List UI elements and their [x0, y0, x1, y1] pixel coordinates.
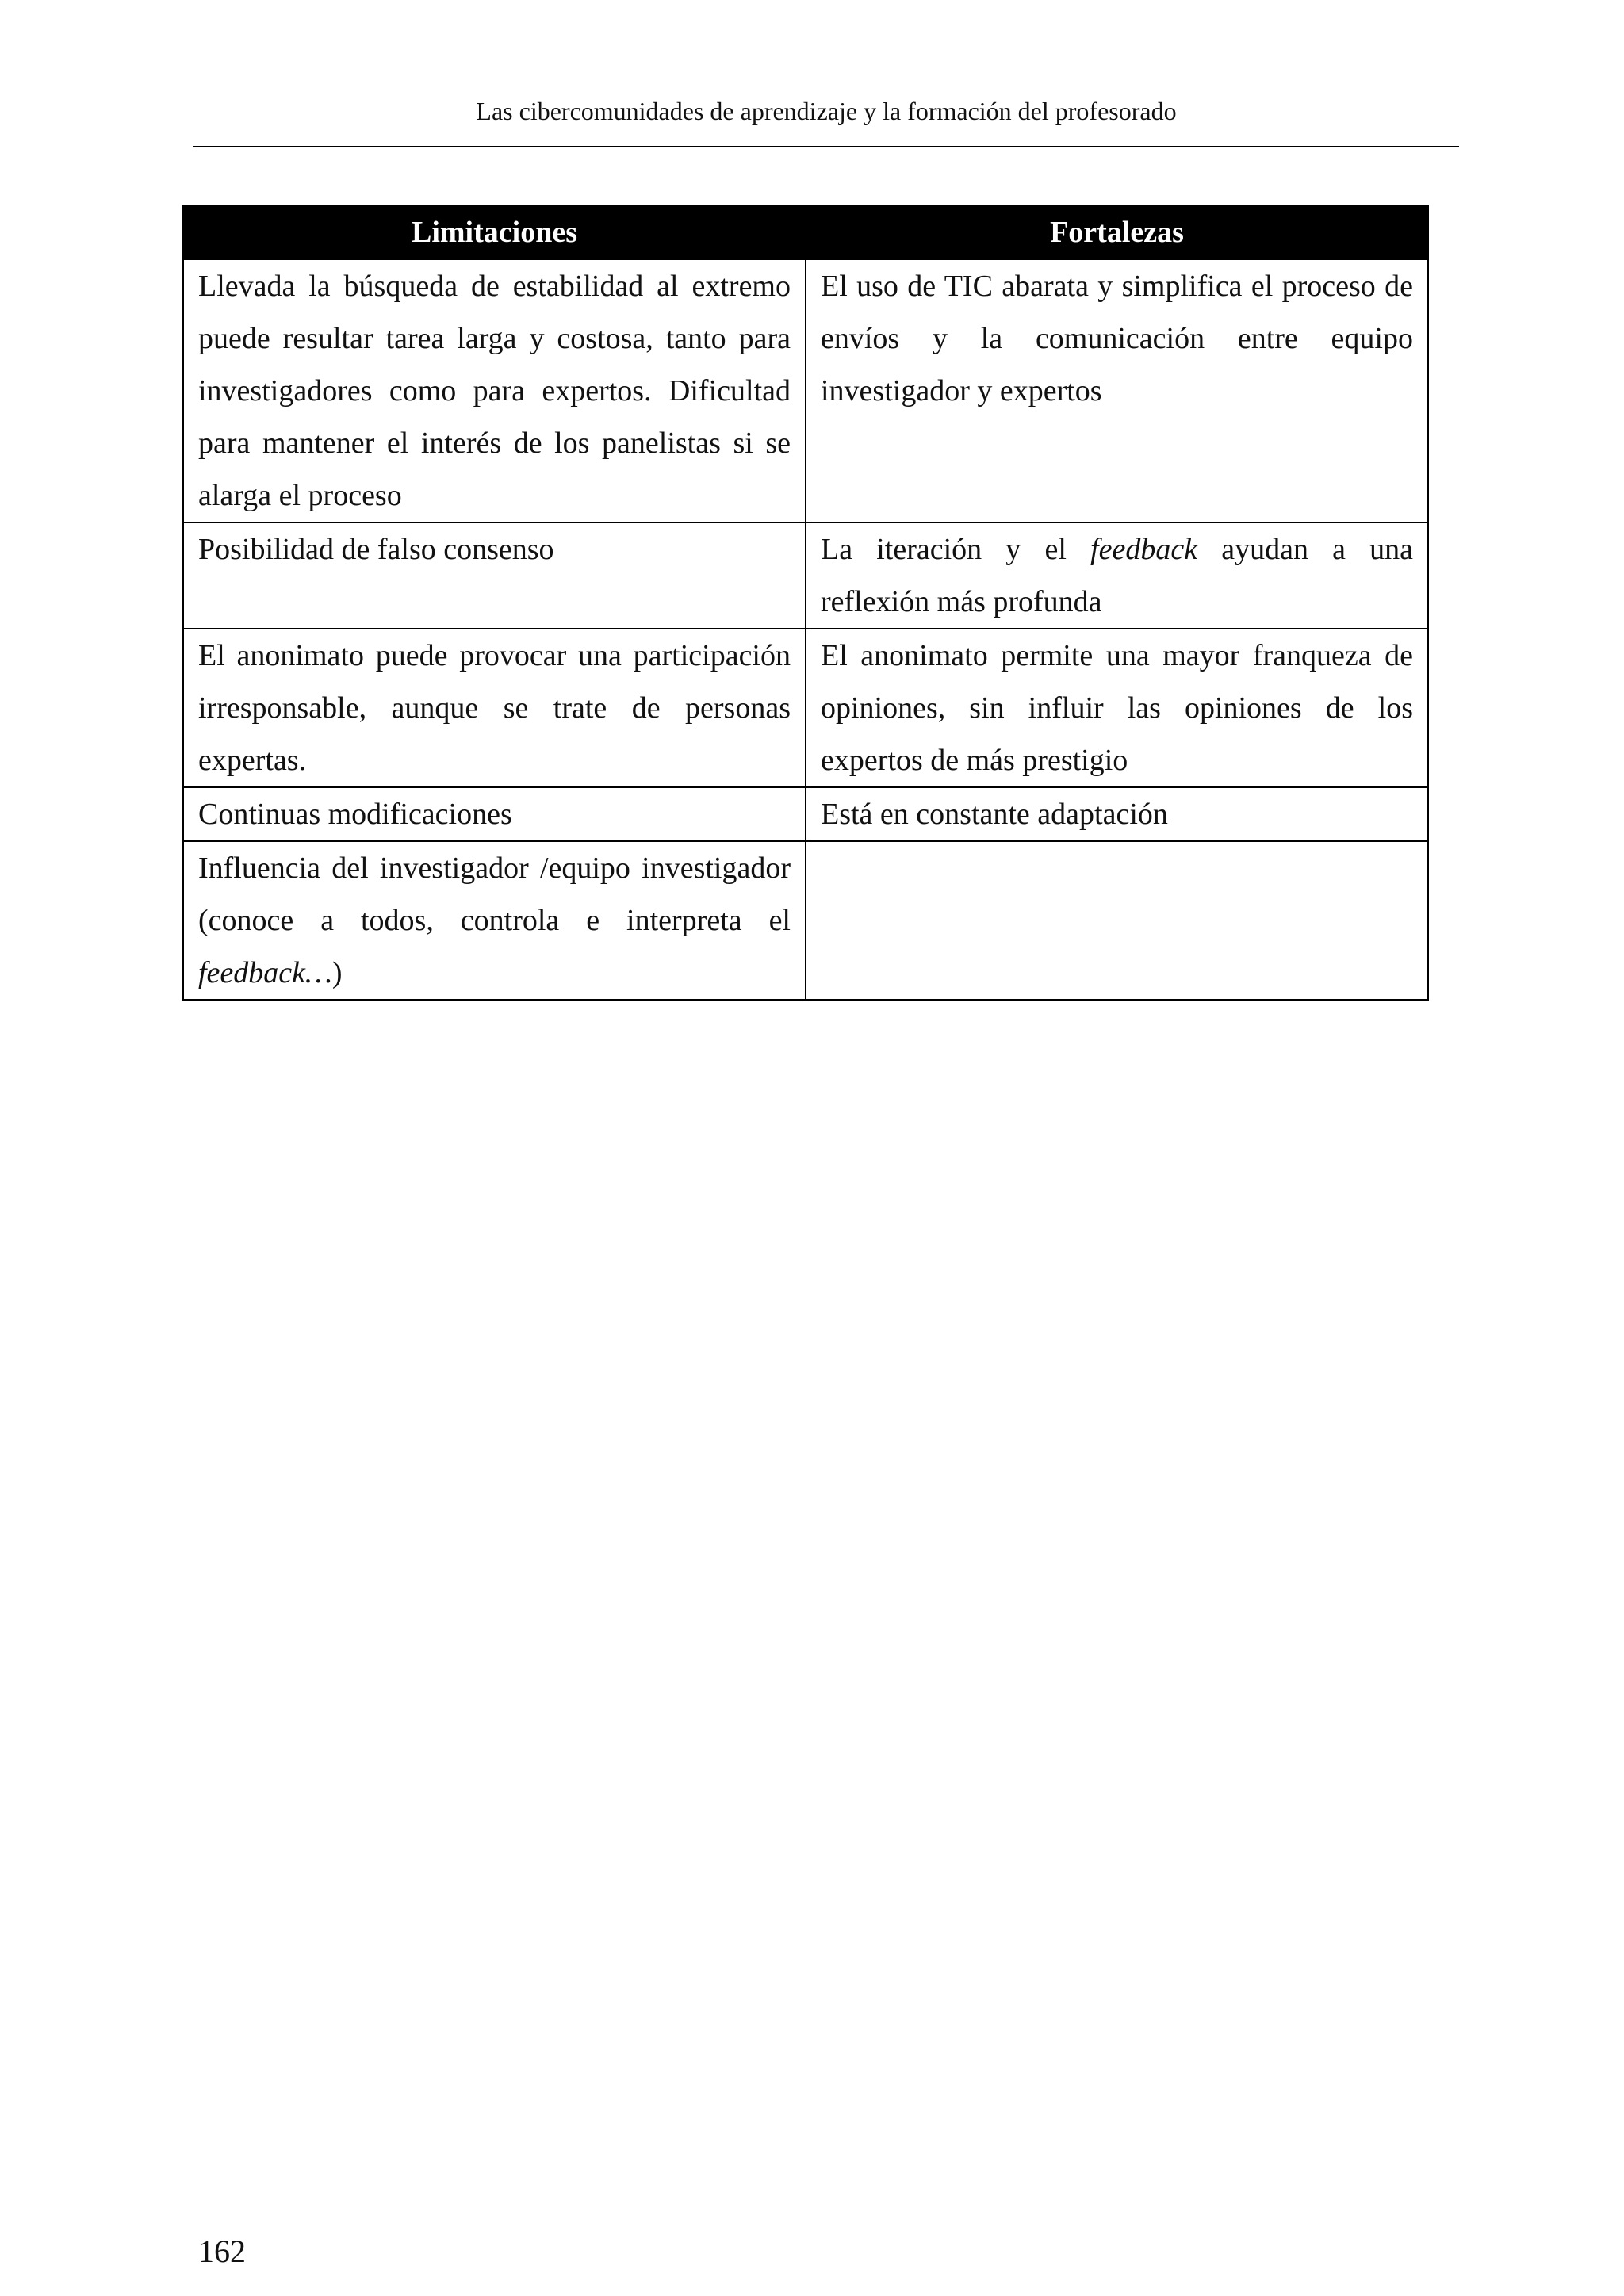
- table-row: [183, 629, 1428, 787]
- table-row: [183, 522, 1428, 629]
- header-rule: [193, 146, 1459, 147]
- limitacion-text: Posibilidad de falso consenso: [198, 533, 554, 566]
- table-header-row: [183, 205, 1428, 259]
- limitacion-text: Llevada la búsqueda de estabilidad al extremo puede resultar tarea larga y costosa, tanto para investigadores como para expertos. Dificultad para mantener el interés de los panelistas si se alarga el proceso: [198, 270, 791, 512]
- limitacion-cell: [183, 522, 806, 629]
- fortaleza-cell: [806, 787, 1428, 841]
- fortaleza-cell: [806, 629, 1428, 787]
- limitacion-text-post: ): [331, 956, 343, 989]
- limitacion-text-pre: Influencia del investigador /equipo investigador (conoce a todos, controla e interpreta el: [198, 851, 791, 937]
- limitacion-text-italic: feedback…: [198, 956, 332, 989]
- running-header: Las cibercomunidades de aprendizaje y la formación del profesorado: [476, 97, 1177, 125]
- fortaleza-text-pre: La iteración y el: [821, 533, 1067, 566]
- limitacion-text: [198, 842, 791, 999]
- table-row: [183, 259, 1428, 522]
- table-row: [183, 787, 1428, 841]
- limitations-strengths-table: [182, 205, 1429, 1001]
- limitacion-cell: [183, 841, 806, 1000]
- limitacion-cell: [183, 629, 806, 787]
- fortaleza-text-italic: feedback: [1090, 533, 1198, 566]
- limitacion-cell: [183, 787, 806, 841]
- fortaleza-text: El anonimato permite una mayor franqueza de opiniones, sin influir las opiniones de los expertos de más prestigio: [821, 639, 1413, 777]
- limitacion-cell: [183, 259, 806, 522]
- table-row: [183, 841, 1428, 1000]
- page-number: 162: [198, 2233, 246, 2269]
- column-header-limitaciones: Limitaciones: [183, 205, 806, 259]
- limitacion-text: Continuas modificaciones: [198, 798, 512, 831]
- fortaleza-text: Está en constante adaptación: [821, 798, 1168, 831]
- limitacion-text: El anonimato puede provocar una participación irresponsable, aunque se trate de personas expertas.: [198, 639, 791, 777]
- column-header-fortalezas: Fortalezas: [806, 205, 1428, 259]
- fortaleza-cell: [806, 259, 1428, 522]
- fortaleza-text-post: ayudan a una reflexión más profunda: [821, 533, 1414, 618]
- fortaleza-cell: [806, 841, 1428, 1000]
- fortaleza-text: El uso de TIC abarata y simplifica el proceso de envíos y la comunicación entre equipo investigador y expertos: [821, 270, 1413, 408]
- fortaleza-text: [821, 523, 1413, 628]
- fortaleza-cell: [806, 522, 1428, 629]
